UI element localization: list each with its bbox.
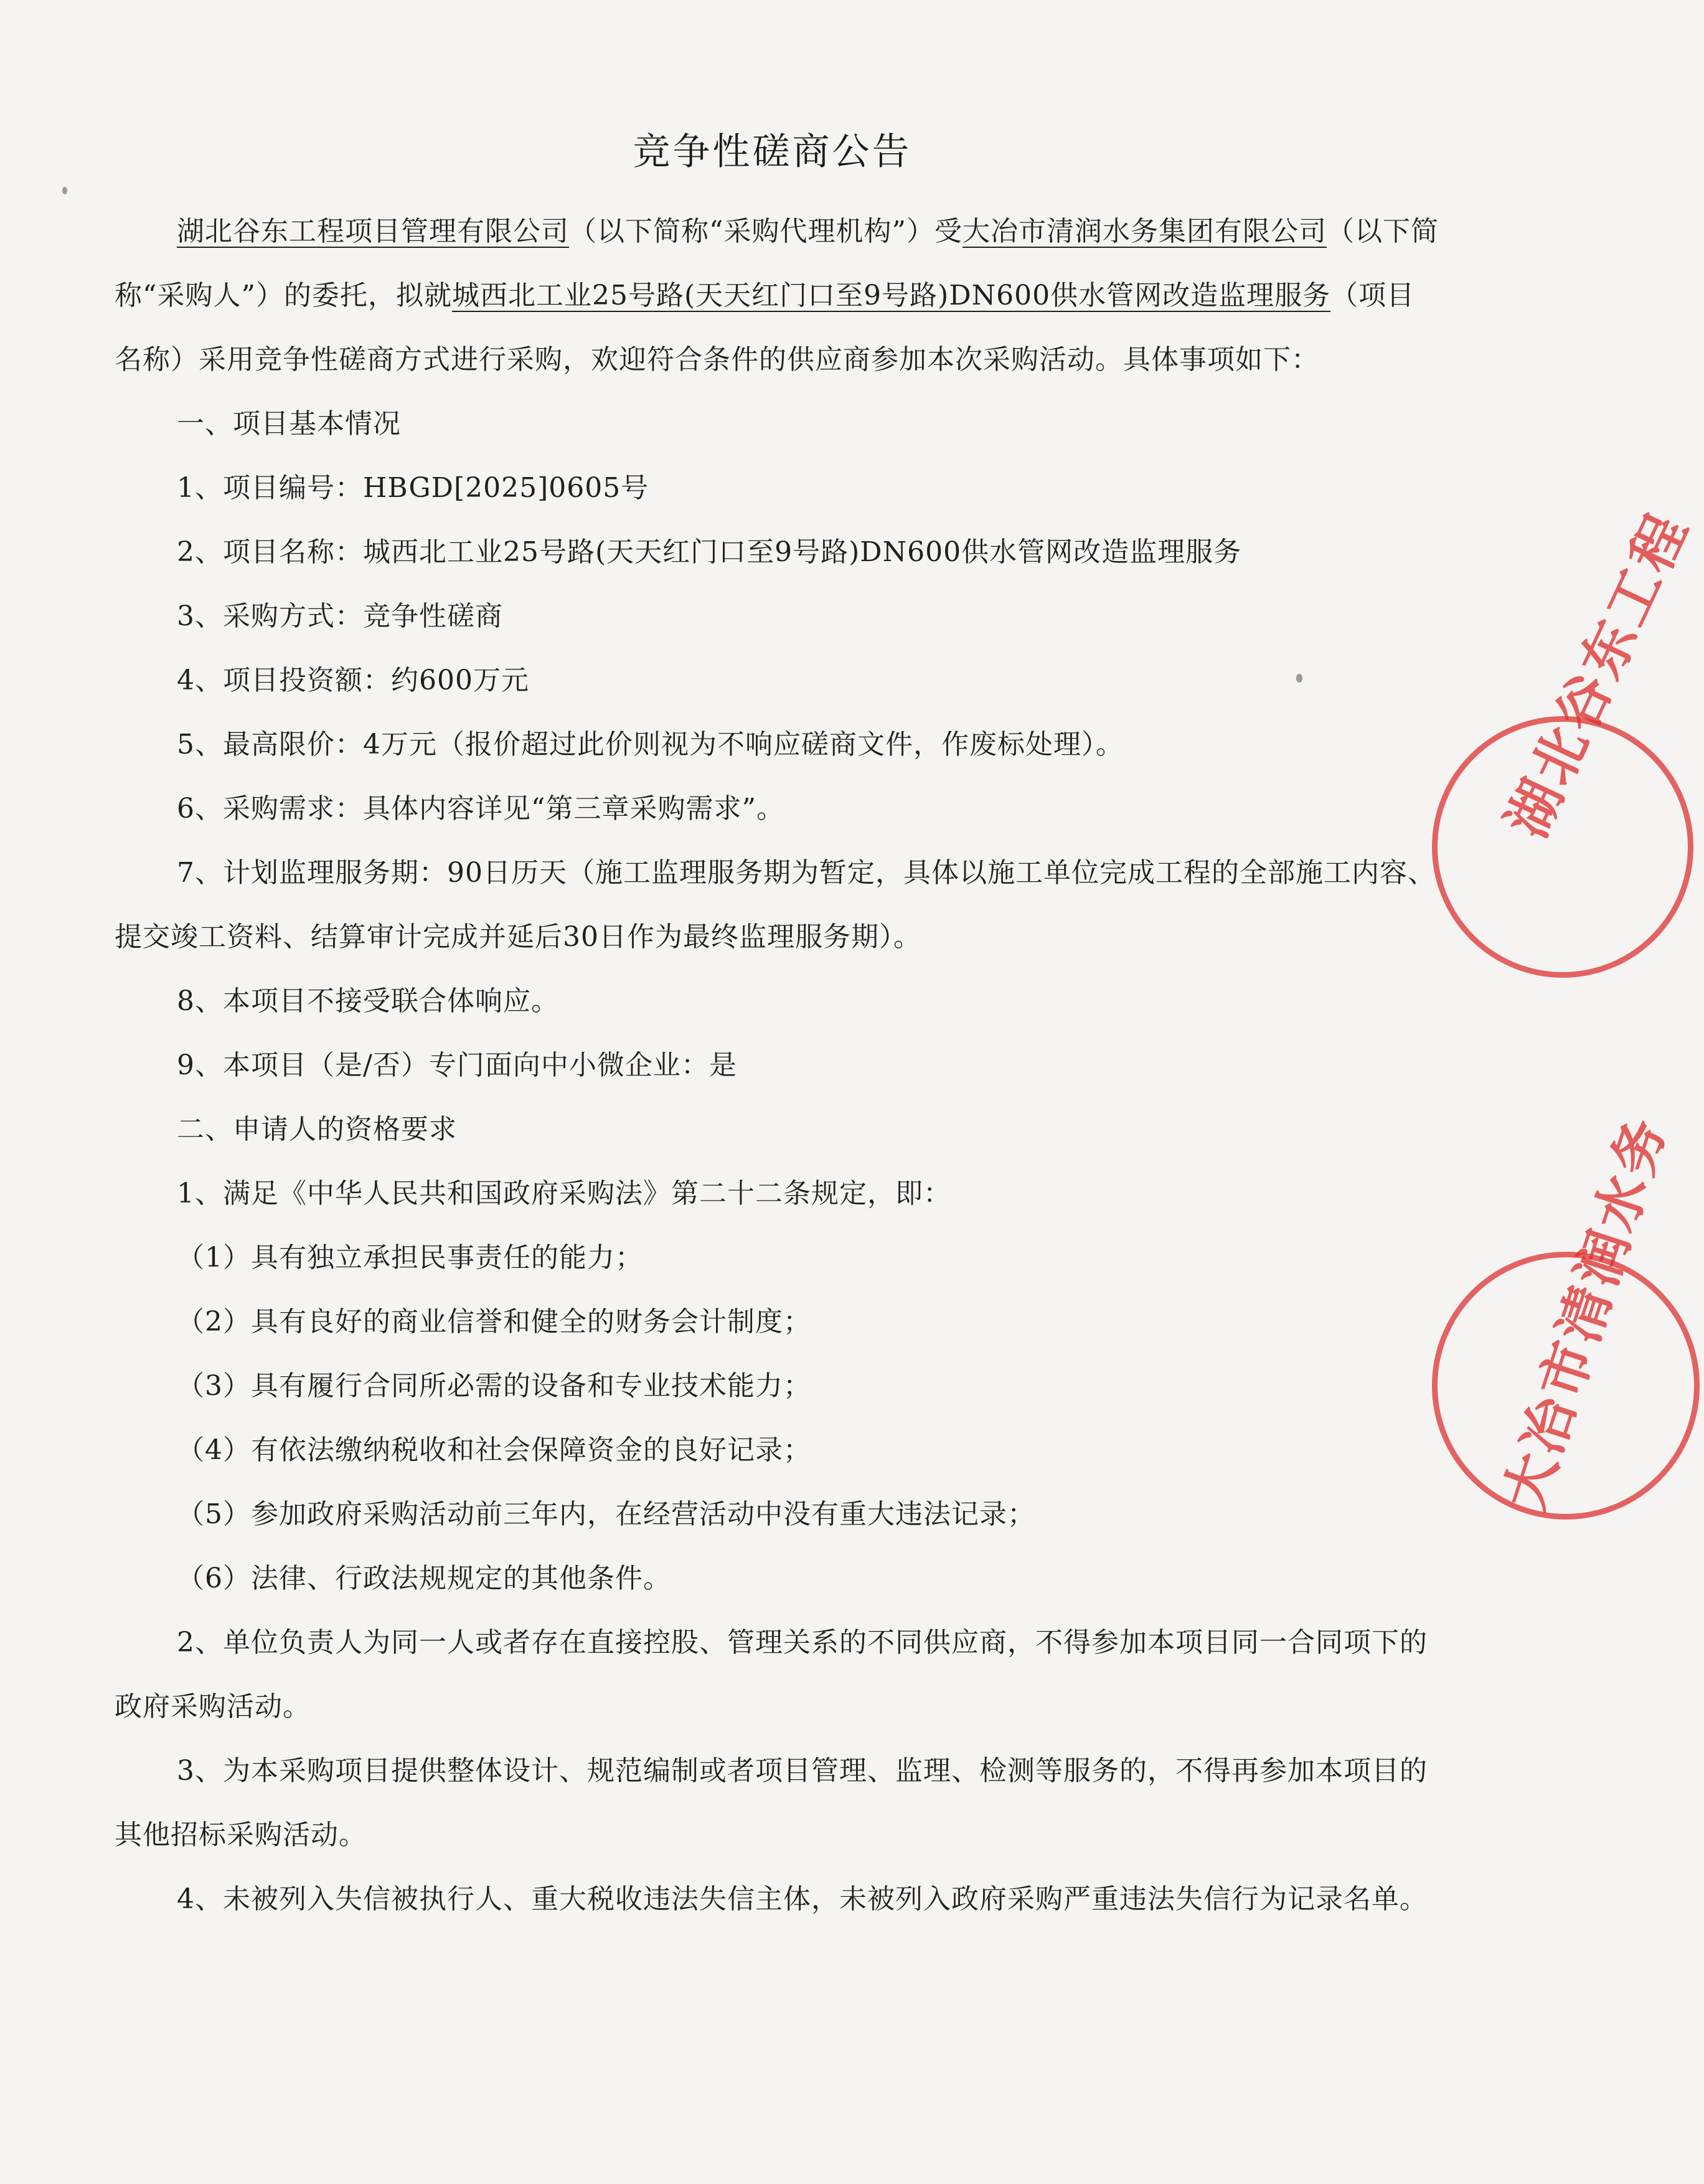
basic-info-item: 5、最高限价：4万元（报价超过此价则视为不响应磋商文件，作废标处理）。 bbox=[177, 729, 1124, 760]
company-seal-agency bbox=[1432, 501, 1702, 978]
basic-info-item: 1、项目编号：HBGD[2025]0605号 bbox=[177, 472, 649, 504]
section-heading-qualifications: 二、申请人的资格要求 bbox=[177, 1113, 457, 1145]
qualification-subitem: （3）具有履行合同所必需的设备和专业技术能力； bbox=[177, 1370, 811, 1402]
intro-text-3: （项目名称）采用竞争性磋商方式进行采购，欢迎符合条件的供应商参加本次采购活动。具体事项如下： bbox=[115, 280, 1415, 376]
qualification-item: 4、未被列入失信被执行人、重大税收违法失信主体，未被列入政府采购严重违法失信行为记录名单。 bbox=[177, 1883, 1428, 1915]
intro-text-1: （以下简称“采购代理机构”）受 bbox=[569, 215, 963, 247]
qualification-item: 3、为本采购项目提供整体设计、规范编制或者项目管理、监理、检测等服务的，不得再参加本项目的其他招标采购活动。 bbox=[115, 1755, 1428, 1851]
qualification-item: 2、单位负责人为同一人或者存在直接控股、管理关系的不同供应商，不得参加本项目同一合同项下的政府采购活动。 bbox=[115, 1627, 1428, 1723]
company-seal-purchaser bbox=[1432, 1107, 1700, 1520]
qualification-subitem: （6）法律、行政法规规定的其他条件。 bbox=[177, 1562, 671, 1594]
basic-info-item: 9、本项目（是/否）专门面向中小微企业：是 bbox=[177, 1049, 737, 1081]
basic-info-item: 8、本项目不接受联合体响应。 bbox=[177, 985, 559, 1017]
document-title: 竞争性磋商公告 bbox=[633, 130, 912, 174]
basic-info-item: 3、采购方式：竞争性磋商 bbox=[177, 600, 503, 632]
document-body bbox=[115, 199, 1441, 1931]
section-heading-basic-info: 一、项目基本情况 bbox=[177, 408, 401, 440]
qualification-subitem: （4）有依法缴纳税收和社会保障资金的良好记录； bbox=[177, 1434, 811, 1466]
scan-speck bbox=[62, 187, 67, 194]
basic-info-item: 6、采购需求：具体内容详见“第三章采购需求”。 bbox=[177, 793, 784, 825]
intro-text-2: （以下简称“采购人”）的委托，拟就 bbox=[115, 215, 1439, 311]
basic-info-item: 2、项目名称：城西北工业25号路(天天红门口至9号路)DN600供水管网改造监理服务 bbox=[177, 536, 1242, 568]
qualification-subitem: （5）参加政府采购活动前三年内，在经营活动中没有重大违法记录； bbox=[177, 1498, 1035, 1530]
qualification-item: 1、满足《中华人民共和国政府采购法》第二十二条规定，即： bbox=[177, 1178, 951, 1209]
purchaser-name: 大冶市清润水务集团有限公司 bbox=[963, 215, 1327, 247]
intro-paragraph bbox=[115, 199, 1441, 392]
seal-text-agency: 湖北谷东工程 bbox=[1494, 501, 1702, 848]
qualification-subitem: （1）具有独立承担民事责任的能力； bbox=[177, 1242, 643, 1274]
agency-name: 湖北谷东工程项目管理有限公司 bbox=[177, 215, 569, 247]
basic-info-item: 4、项目投资额：约600万元 bbox=[177, 664, 529, 696]
seal-text-purchaser: 大冶市清润水务 bbox=[1492, 1107, 1680, 1518]
qualification-subitem: （2）具有良好的商业信誉和健全的财务会计制度； bbox=[177, 1306, 811, 1338]
project-name: 城西北工业25号路(天天红门口至9号路)DN600供水管网改造监理服务 bbox=[452, 280, 1331, 311]
scan-speck bbox=[1296, 674, 1302, 683]
basic-info-item: 7、计划监理服务期：90日历天（施工监理服务期为暂定，具体以施工单位完成工程的全部施工内容、提交竣工资料、结算审计完成并延后30日作为最终监理服务期）。 bbox=[115, 857, 1436, 953]
